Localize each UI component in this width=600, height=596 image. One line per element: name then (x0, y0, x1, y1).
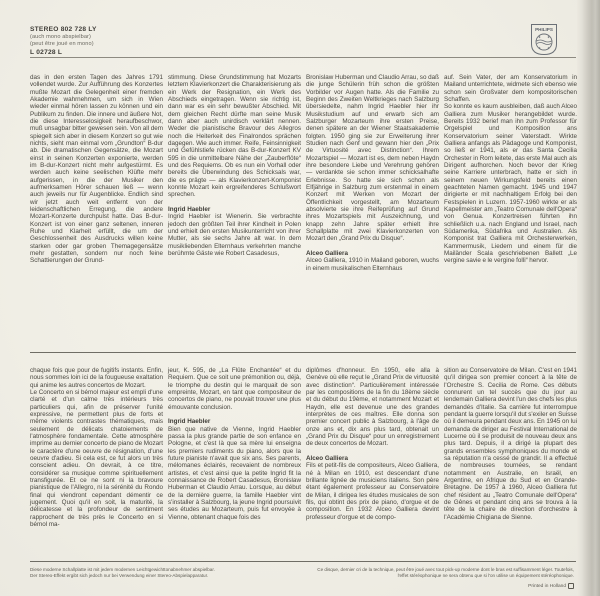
mono-note-french: (peut être joué en mono) (30, 41, 94, 47)
philips-wordmark: PHILIPS (535, 27, 553, 32)
german-column-2 (168, 74, 301, 272)
star-glyph: ✦ (546, 45, 551, 51)
notes-paragraph: Fils et petit-fils de compositeurs, Alceo Galliera, né à Milan en 1910, est descendant d'une brillante lignée de musiciens italiens. Son père étant également professeur au Conservatoire de Milan, il dirigea les études musicales de son fils, qui obtint des prix de piano, d'orgue et de composition. En 1932 Alceo Galliera devint professeur d'orgue et de compo- (306, 462, 439, 521)
notes-paragraph: Ingrid Haebler ist Wienerin. Sie verbrachte jedoch den größten Teil ihrer Kindheit in Polen und erhielt den ersten Musikunterricht von ihrer Mutter, als sie sechs Jahre alt war. In dem musikliebenden Elternhaus verkehrten manche berühmte Gäste wie Robert Casadesus, (168, 213, 301, 257)
playback-note-line: Ce disque, dernier cri de la technique, peut être joué avec tout pick-up moderne dont le bras est suffisamment léger. Toutefois, (317, 567, 574, 572)
notes-paragraph: chaque fois que pour de fugitifs instants. Enfin, nous sommes loin ici de la fougueuse exaltation qui anime les autres concertos de Mozart. (30, 367, 163, 389)
printed-label: Printed in Holland (528, 583, 566, 589)
german-column-1 (30, 74, 163, 272)
star-glyph: ✦ (546, 34, 551, 40)
playback-note-line: l'effet stéréophonique ne sera obtenu que si l'on utilise un équipement stéréophonique. (397, 573, 574, 579)
pressing-mark-icon (568, 583, 574, 589)
notes-paragraph: Bien que native de Vienne, Ingrid Haebler passa la plus grande partie de son enfance en Pologne, et c'est là que sa mère lui enseigna les premiers rudiments du piano, alors que la future pianiste n'avait que six ans. Ses parents, mélomanes éclairés, recevaient de nombreux artistes, et c'est ainsi que la petite Ingrid fit la connaissance de Robert Casadesus, Bronislaw Huberman et Claudio Arrau. Lorsque, au début de la dernière guerre, la famille Haebler vint s'installer à Salzbourg, la jeune Ingrid poursuivit ses études au Mozarteum, puis fut envoyée à Vienne, obtenant chaque fois des (168, 425, 301, 521)
sleeve-right-edge (577, 0, 600, 596)
notes-paragraph: Bronislaw Huberman und Claudio Arrau, so daß die junge Schülerin früh schon die größten Vorbilder vor Augen hatte. Als die Familie zu Beginn des Zweiten Weltkrieges nach Salzburg übersiedelte, nahm Ingrid Haebler hier ihr Musikstudium auf und erwarb sich am Salzburger Mozarteum ihre ersten Preise, denen spätere an der Wiener Staatsakademie folgten. 1950 ging sie zur Erweiterung ihrer Studien nach Genf und gewann hier den „Prix de Virtuosité avec Distinction“. Ihrem Mozartspiel — Mozart ist es, dem neben Haydn ihre besondere Liebe und Verehrung gehören — verdankte sie schon immer schicksalhafte Erlebnisse. So hatte sie sich schon als Elfjährige in Salzburg zum erstenmal in einem Konzert mit Werken von Mozart der Öffentlichkeit vorgestellt, am Mozarteum absolvierte sie ihre Reifeprüfung auf Grund ihres Mozartspiels mit Auszeichnung, und knapp zehn Jahre später erhielt ihre Schallplatte mit zwei Klavierkonzerten von Mozart den „Grand Prix du Disque“. (306, 74, 439, 243)
philips-logo-icon (530, 23, 558, 61)
star-glyph: ✦ (537, 34, 542, 40)
liner-notes-german (30, 74, 577, 272)
playback-note-line: Der Stereo-Effekt ergibt sich jedoch nur bei Verwendung einer Stereo-Abspielapparatur. (30, 573, 209, 579)
artist-heading-alceo-galliera: Alceo Galliera (306, 454, 348, 462)
footer-divider (30, 561, 576, 562)
notes-paragraph: Le Concerto en si bémol majeur est empli d'une clarté et d'un calme très intérieurs très particuliers qui, afin de préserver l'unité expressive, ne permettent plus de forts et même violents contrastes thématiques, mais seulement de délicats chatoiements de l'atmosphère fondamentale. Cette atmosphère imprime au dernier concerto de piano de Mozart le caractère d'une oeuvre de résignation, d'une oeuvre d'adieu. Si cela est, ce fut alors un très conscient adieu. On devrait, à ce titre, considérer sa musique comme spirituellement transfigurée. Et ce ne sont ni la bravoure pianistique de l'Allegro, ni la sérénité du Rondo final qui viendront cependant démentir ce jugement. Quoi qu'il en soit, la maturité, la délicatesse et la profondeur de sentiment rapprochent de très près le Concerto en si bémol ma- (30, 388, 163, 528)
french-column-2 (168, 367, 301, 528)
notes-paragraph: diplômes d'honneur. En 1950, elle alla à Genève où elle reçut le „Grand Prix de virtuosité avec distinction“. Particulièrement intéressée par les compositions de la fin du 18ème siècle et du début du 19ème, et notamment Mozart et Haydn, elle est devenue une des grandes interprètes de ces maîtres. Elle donna son premier concert public à Salzbourg, à l'âge de onze ans et, dix ans plus tard, obtenait un „Grand Prix du Disque“ pour un enregistrement de deux concertos de Mozart. (306, 367, 439, 448)
playback-note-french (317, 567, 574, 579)
notes-paragraph: Alceo Galliera, 1910 in Mailand geboren, wuchs in einem musikalischen Elternhaus (306, 257, 439, 272)
notes-paragraph: auf. Sein Vater, der am Konservatorium in Mailand unterrichtete, widmete sich ebenso wie schon sein Großvater dem kompositorischen Schaffen. (444, 74, 577, 103)
artist-heading-ingrid-haebler: Ingrid Haebler (168, 205, 211, 213)
mono-note-german: (auch mono abspielbar) (30, 33, 91, 40)
catalog-number-mono: L 02728 L (30, 48, 63, 56)
stereo-catalog-number: STEREO 802 728 LY (30, 26, 97, 33)
notes-paragraph: das in den ersten Tagen des Jahres 1791 vollendet wurde. Zur Aufführung des Konzertes mußte Mozart die Gelegenheit einer fremden Akademie wahrnehmen, um sich in Wien wieder einmal hören lassen zu können und ein Publikum zu finden. Die innere und äußere Not, die diese Interesselosigkeit heraufbeschwor, muß unsagbar bitter gewesen sein. Von all dem spiegelt sich aber in diesem Konzert so gut wie nichts, sieht man einmal vom „Grundton“ B-dur ab. Die dramatischen Gegensätze, die Mozart einst in seinen Konzerten exponierte, werden im B-dur-Konzert nicht mehr aufgestürmt. Es werden auch keine seelischen Klüfte mehr aufgerissen, in die der Musiker den aufmerksamen Hörer schauen ließ — wenn auch jeweils nur für Augenblicke. Endlich sind wir jetzt auch weit entfernt von der leidenschaftlichen Erregung, die andere Mozart-Konzerte durchpulst hatte. Das B-dur-Konzert ist von einer ganz seltenen, inneren Ruhe und Klarheit erfüllt, die um der Geschlossenheit des Ausdrucks willen keine starken oder gar groben Themagegensätze mehr gestatten, sondern nur noch feine Schattierungen der Grund- (30, 74, 163, 265)
german-column-4 (444, 74, 577, 272)
french-column-1 (30, 367, 163, 528)
french-column-4 (444, 367, 577, 528)
playback-note-german (30, 567, 215, 579)
artist-heading-alceo-galliera: Alceo Galliera (306, 249, 348, 257)
catalog-header (30, 26, 97, 56)
printed-in-holland-note (528, 583, 574, 589)
language-section-divider (30, 352, 576, 353)
german-column-3 (306, 74, 439, 272)
header-divider (30, 57, 576, 58)
notes-paragraph: So konnte es kaum ausbleiben, daß auch Alceo Galliera zum Musiker herangebildet wurde. Bereits 1932 berief man ihn zum Professor für Orgelspiel und Komposition ans Konservatorium seiner Vaterstadt. Wirkte Galliera anfangs als Pädagoge und Komponist, so ließ er 1941, als er das Santa Cecilia Orchester in Rom leitete, das erste Mal auch als Dirigent aufhorchen. Noch bevor der Krieg seine Karriere unterbrach, hatte er sich in seinem neuen Wirkungsfeld bereits einen geachteten Namen gemacht. 1945 und 1947 dirigierte er mit nachhaltigem Erfolg bei den Festspielen in Luzern. 1957-1960 wirkte er als Kapellmeister am „Teatro Comunale dell'Opera“ von Genua. Konzertreisen führten ihn schließlich u.a. nach England und Israel, nach Südamerika, Südafrika und Australien. Als Komponist trat Galliera mit Orchesterwerken, Kammermusik, Liedern und einem für die Mailänder Scala geschriebenen Ballett „Le vergine savie e le vergine folli“ hervor. (444, 103, 577, 265)
artist-heading-ingrid-haebler: Ingrid Haebler (168, 418, 211, 426)
playback-note-line: Diese moderne Schallplatte ist mit jedem modernen Leichtgewichttonabnehmer abspielbar. (30, 567, 215, 572)
french-column-3 (306, 367, 439, 528)
star-glyph: ✦ (537, 45, 542, 51)
notes-paragraph: stimmung. Diese Grundstimmung hat Mozarts letztem Klavierkonzert die Charakterisierung als ein Werk der Resignation, ein Werk des Abschieds eingetragen. Wenn sie richtig ist, dann war es ein sehr bewußter Abschied. Mit dem gleichen Recht dürfte man seine Musik dann aber auch unirdisch verklärt nennen. Weder die pianistische Bravour des Allegros noch die Heiterkeit des Finalrondos sprächen dagegen. Wie auch immer. Reife, Feinsinnigkeit und Gefühlstiefe rücken das B-dur-Konzert KV 595 in die unmittelbare Nähe der „Zauberflöte“ und des Requiems. Ob es nun ein Vorhall oder bereits die Überwindung des Schicksals war, die es prägte — als Klavierkonzert-Komponist konnte Mozart kein ergreifenderes Schlußwort sprechen. (168, 74, 301, 199)
liner-notes-french (30, 367, 577, 528)
notes-paragraph: jeur, K. 595, de „La Flûte Enchantée“ et du Requiem. Que ce soit une prémonition ou, déjà, le triomphe du destin qui le marquait de son empreinte, Mozart, en tant que compositeur de concertos de piano, ne pouvait trouver une plus émouvante conclusion. (168, 367, 301, 411)
notes-paragraph: sition au Conservatoire de Milan. C'est en 1941 qu'il dirigea son premier concert à la tête de l'Orchestre S. Cecilia de Rome. Ces débuts connurent un tel succès que du jour au lendemain Galliera devint l'un des chefs les plus demandés d'Italie. Sa carrière fut interrompue pendant la guerre lorsqu'il dut s'exiler en Suisse où il demeura pendant deux ans. En 1945 on lui demanda de diriger au Festival International de Lucerne où il se produisit de nouveau deux ans plus tard. Depuis, il a dirigé la plupart des grands ensembles symphoniques du monde et sa réputation n'a cessé de grandir. Il a effectué de nombreuses tournées, se rendant notamment en Australie, en Israël, en Argentine, en Afrique du Sud et en Grande-Bretagne. De 1957 à 1960, Alceo Galliera fut chef résident au „Teatro Comunale dell'Opera“ de Gênes et pendant cinq ans se trouva à la tête de la chaire de direction d'orchestre à l'Académie Chigiana de Sienne. (444, 367, 577, 521)
